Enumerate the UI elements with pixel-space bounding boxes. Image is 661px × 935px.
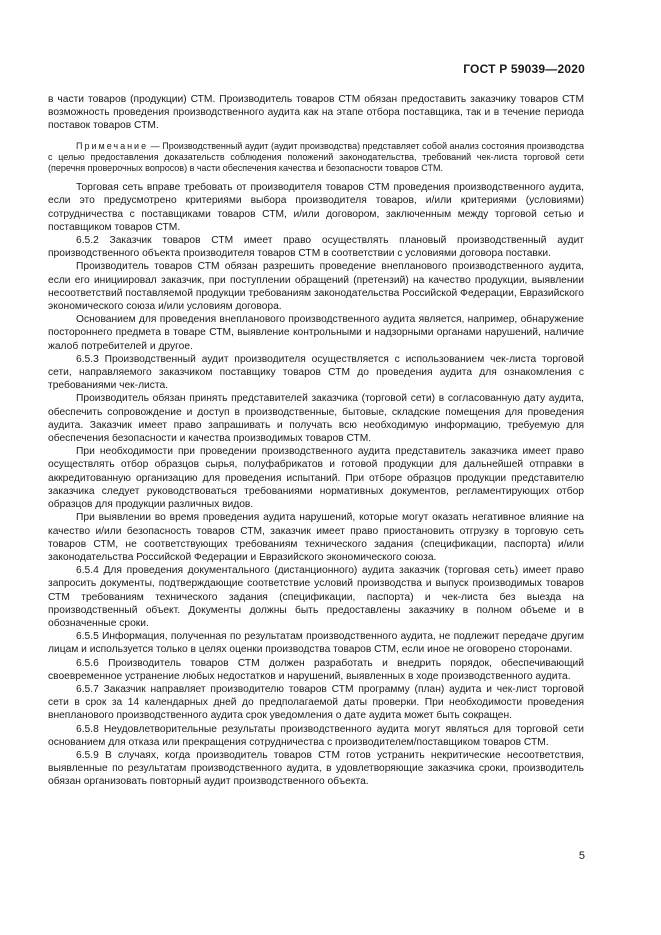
clause-6-5-2: 6.5.2 Заказчик товаров СТМ имеет право осуществлять плановый производственный аудит производственного объекта производителя товаров СТМ в соответствии с условиями договора поставки. <box>48 235 584 260</box>
paragraph: Торговая сеть вправе требовать от производителя товаров СТМ проведения производственного аудита, если это предусмотрено критериями выбора производителя товаров, и/или критериями (условиями) сотрудничества с поставщиками товаров СТМ, и/или договором, заключенным между торговой сетью и поставщиком товаров СТМ. <box>48 182 584 233</box>
clause-6-5-5: 6.5.5 Информация, полученная по результатам производственного аудита, не подлежит передаче другим лицам и используется только в целях оценки производства товаров СТМ, если иное не оговорено сторонами. <box>48 631 584 656</box>
paragraph: Производитель обязан принять представителей заказчика (торговой сети) в согласованную дату аудита, обеспечить сопровождение и доступ в производственные, бытовые, складские помещения для проведения аудита. Заказчик имеет право запрашивать и получать всю необходимую информацию, требуемую для обеспечения безопасности и качества производимых товаров СТМ. <box>48 393 584 445</box>
note-label: Примечание <box>76 140 149 151</box>
note-block <box>48 141 584 175</box>
clause-6-5-7: 6.5.7 Заказчик направляет производителю товаров СТМ программу (план) аудита и чек-лист торговой сети в срок за 14 календарных дней до предполагаемой даты проверки. При необходимости проведения внепланового производственного аудита срок уведомления о дате аудита может быть сокращен. <box>48 683 584 722</box>
note-text: Производственный аудит (аудит производства) представляет собой анализ состояния производства с целью предоставления доказательств соблюдения положений законодательства, требований чек-листа торговой сети (перечня проверочных вопросов) в части обеспечения качества и безопасности товаров СТМ. <box>48 140 584 174</box>
clause-6-5-3: 6.5.3 Производственный аудит производителя осуществляется с использованием чек-листа торговой сети, направляемого заказчиком поставщику товаров СТМ до проведения аудита для ознакомления с требованиями чек-листа. <box>48 353 584 392</box>
clause-6-5-9: 6.5.9 В случаях, когда производитель товаров СТМ готов устранить некритические несоответствия, выявленные по результатам производственного аудита, в удовлетворяющие заказчика сроки, производитель обязан организовать повторный аудит производственного объекта. <box>48 749 584 788</box>
clause-6-5-6: 6.5.6 Производитель товаров СТМ должен разработать и внедрить порядок, обеспечивающий своевременное устранение любых недостатков и нарушений, выявленных в ходе производственного аудита. <box>48 657 584 682</box>
page-number: 5 <box>578 850 585 862</box>
document-body <box>48 93 584 789</box>
paragraph: Производитель товаров СТМ обязан разрешить проведение внепланового производственного аудита, если его инициировал заказчик, при поступлении обращений (претензий) на качество продукции, выявлении несоответствий поставляемой продукции требованиям законодательства Российской Федерации, Евразийского экономического союза и/или условиям договора. <box>48 261 584 313</box>
paragraph: При выявлении во время проведения аудита нарушений, которые могут оказать негативное влияние на качество и/или безопасность товаров СТМ, заказчик имеет право приостановить отгрузку в торговую сеть товаров СТМ, не соответствующих требованиям технического задания (спецификации, паспорта) и/или законодательства Российской Федерации и Евразийского экономического союза. <box>48 512 584 563</box>
paragraph: Основанием для проведения внепланового производственного аудита является, например, обнаружение постороннего предмета в товаре СТМ, выявление контрольными и надзорными органами нарушений, наличие жалоб потребителей и другое. <box>48 314 584 352</box>
clause-6-5-8: 6.5.8 Неудовлетворительные результаты производственного аудита могут являться для торговой сети основанием для отказа или прекращения сотрудничества с производителем/поставщиком товаров СТМ. <box>48 723 584 748</box>
clause-6-5-4: 6.5.4 Для проведения документального (дистанционного) аудита заказчик (торговая сеть) имеет право запросить документы, подтверждающие соответствие условий производства и выпуск производимых товаров СТМ требованиям технического задания (спецификации, паспорта) и чек-листа без выезда на производственный объект. Документы должны быть предоставлены заказчику в полном объеме и в обозначенные сроки. <box>48 565 584 629</box>
paragraph-continuation: в части товаров (продукции) СТМ. Производитель товаров СТМ обязан предоставить заказчику товаров СТМ возможность проведения производственного аудита как на этапе отбора поставщика, так и в течение периода поставок товаров СТМ. <box>48 94 584 132</box>
standard-header: ГОСТ Р 59039—2020 <box>463 62 585 76</box>
note-dash: — <box>150 140 160 151</box>
paragraph: При необходимости при проведении производственного аудита представитель заказчика имеет право осуществлять отбор образцов сырья, полуфабрикатов и готовой продукции для дальнейшей отправки в аккредитованную организацию для проведения испытаний. При отборе образцов продукции представителю заказчика следует руководствоваться требованиями нормативных документов, регламентирующих отбор образцов для продукции различных видов. <box>48 446 584 511</box>
